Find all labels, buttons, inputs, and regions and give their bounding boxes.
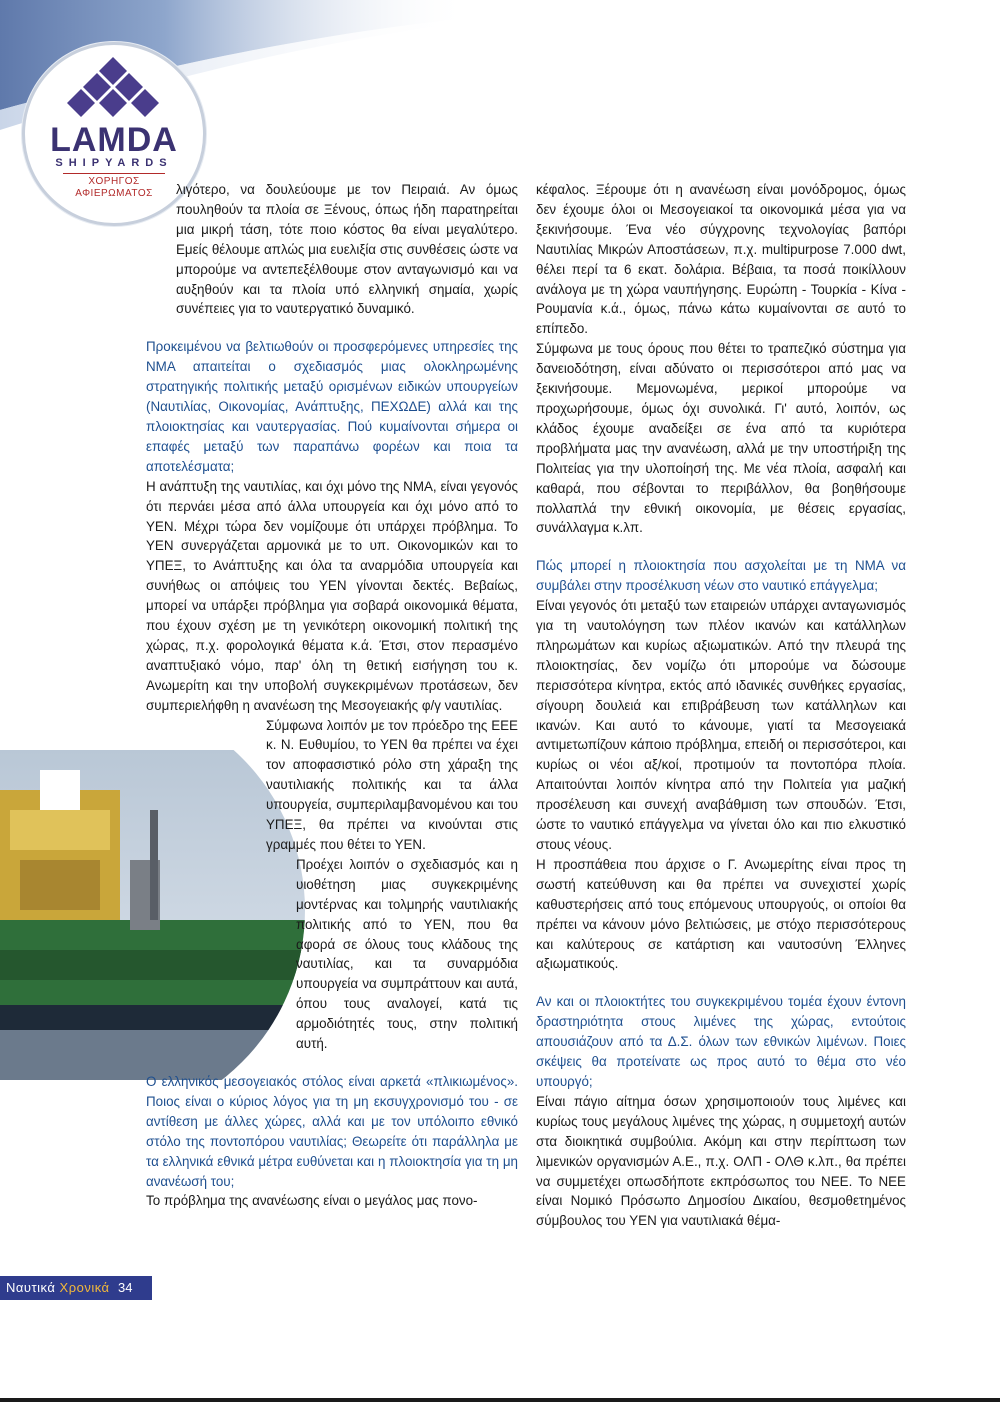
magazine-name (6, 1280, 110, 1295)
magazine-name-part2: Χρονικά (59, 1280, 110, 1295)
right-paragraph-3: Είναι γεγονός ότι μεταξύ των εταιρειών υπάρχει ανταγωνισμός για τη ναυτολόγηση των πλέον ικανών και κατάλληλων πληρωμάτων και κυρίως αξιωματικών. Από την πλευρά της πλοιοκτησίας, δεν νομίζω ότι μπορούμε να δώσουμε περισσότερα κίνητρα, εκτός από ιδανικές συνθήκες εργασίας, σίγουρη δουλειά και επιβράβευση των κατάλληλων και ικανών. Και αυτό το κάνουμε, γιατί τα Μεσογειακά αντιμετωπίζουν κάποιο πρόβλημα, επειδή οι περισσότεροι, και κυρίως οι νέοι αξ/κοί, προτιμούν τα ποντοπόρα πλοία. Απαιτούνται λοιπόν κίνητρα από την Πολιτεία για μαζική προσέλευση και συνεχή αναβάθμιση των σπουδών. Έτσι, ώστε το ναυτικό επάγγελμα να γίνεται όλο και πιο ελκυστικό στους νέους. (536, 598, 906, 852)
bottom-rule (0, 1398, 1000, 1402)
right-question-2: Αν και οι πλοιοκτήτες του συγκεκριμένου τομέα έχουν έντονη δραστηριότητα στους λιμένες της χώρας, εντούτοις απουσιάζουν από τα Δ.Σ. όλων των εθνικών λιμένων. Ποιες σκέψεις θα προτείνατε ως προς αυτό το θέμα στο νέο υπουργό; (536, 994, 906, 1089)
left-paragraph-1: λιγότερο, να δουλεύουμε με τον Πειραιά. Αν όμως πουληθούν τα πλοία σε Ξένους, όπως ήδη παρατηρείται μια μικρή τάση, τότε ποιο κόστος θα είναι μεγαλύτερο. Εμείς θέλουμε απλώς μια ευελιξία στις συνθέσεις ώστε να μπορούμε να αντεπεξέλθουμε στον ανταγωνισμό και να αυξηθούν και τα πλοία υπό ελληνική σημαία, χωρίς συνέπειες για το ναυτεργατικό δυναμικό. (176, 182, 518, 317)
left-paragraph-5: Το πρόβλημα της ανανέωσης είναι ο μεγάλος μας πονο- (146, 1193, 478, 1209)
right-question-1: Πώς μπορεί η πλοιοκτησία που ασχολείται με τη ΝΜΑ να συμβάλει στην προσέλκυση νέων στο ναυτικό επάγγελμα; (536, 558, 906, 594)
left-question-1: Προκειμένου να βελτιωθούν οι προσφερόμενες υπηρεσίες της ΝΜΑ απαιτείται ο σχεδιασμός μιας ολοκληρωμένης στρατηγικής πολιτικής μεταξύ ορισμένων ειδικών υπουργείων (Ναυτιλίας, Οικονομίας, Ανάπτυξης, ΠΕΧΩΔΕ) αλλά και της πλοιοκτησίας και ναυτεργασίας. Πού κυμαίνονται σήμερα οι επαφές μεταξύ των παραπάνω φορέων και ποια τα αποτελέσματα; (146, 339, 518, 474)
lamda-diamonds-icon (67, 55, 159, 125)
logo-sponsor-line2: ΑΦΙΕΡΩΜΑΤΟΣ (75, 188, 153, 199)
left-paragraph-4: Προέχει λοιπόν ο σχεδιασμός και η υιοθέτηση μιας συγκεκριμένης μοντέρνας και τολμηρής ναυτιλιακής πολιτικής από το ΥΕΝ, που θα αφορά σε όλους τους κλάδους της ναυτιλίας, και τα συναρμόδια υπουργεία να συμπράττουν και αυτά, όπου τους αναλογεί, κατά τις αρμοδιότητές τους, στην πολιτική αυτή. (296, 856, 518, 1052)
logo-sponsor-line1: ΧΟΡΗΓΟΣ (88, 176, 140, 187)
left-question-2: Ο ελληνικός μεσογειακός στόλος είναι αρκετά «πλικιωμένος». Ποιος είναι ο κύριος λόγος για τη μη εκσυγχρονισμό του - σε αντίθεση με άλλες χώρες, αλλά και με τον υπόλοιπο εθνικό στόλο της ποντοπόρου ναυτιλίας; Θεωρείτε ότι παράλληλα με τα ελληνικά εθνικά μέτρα ευθύνεται και η πλοιοκτησία για τη μη ανανέωσή του; (146, 1073, 518, 1189)
article-column-right (536, 180, 906, 1231)
left-paragraph-3: Σύμφωνα λοιπόν με τον πρόεδρο της ΕΕΕ κ. Ν. Ευθυμίου, το ΥΕΝ θα πρέπει να έχει τον αποφασιστικό ρόλο στη χάραξη της ναυτιλιακής πολιτικής και τα άλλα υπουργεία, συμπεριλαμβανομένου και του ΥΠΕΞ, θα πρέπει να κινούνται στις γραμμές που θέτει το ΥΕΝ. (266, 717, 518, 852)
magazine-name-part1: Ναυτικά (6, 1280, 56, 1295)
logo-name: LAMDA (50, 121, 178, 159)
logo-divider (63, 173, 165, 174)
left-paragraph-2: Η ανάπτυξη της ναυτιλίας, και όχι μόνο της ΝΜΑ, είναι γεγονός ότι περνάει μέσα από άλλα υπουργεία και όχι μόνο από το ΥΕΝ. Μέχρι τώρα δεν νομίζουμε ότι υπάρχει πρόβλημα. Το ΥΕΝ συνεργάζεται αρμονικά με το υπ. Οικονομικών και το ΥΠΕΞ, το Ανάπτυξης και όλα τα αναρμόδια υπουργεία και συνήθως οι απόψεις του ΥΕΝ γίνονται δεκτές. Βεβαίως, μπορεί να υπάρξει πρόβλημα για σοβαρά οικονομικά θέματα, που έχουν σχέση με τη γενικότερη οικονομική πολιτική της χώρας, π.χ. φορολογικά θέματα κ.ά. Έτσι, στον περασμένο αναπτυξιακό νόμο, παρ' όλη τη θετική εισήγηση του κ. Ανωμερίτη και την υποβολή συγκεκριμένων προτάσεων, δεν συμπεριελήφθη η ανανέωση της Μεσογειακής φ/γ ναυτιλίας. (146, 478, 518, 713)
right-paragraph-1: κέφαλος. Ξέρουμε ότι η ανανέωση είναι μονόδρομος, όμως δεν έχουμε όλοι οι Μεσογειακοί τα οικονομικά μέσα για να ξεκινήσουμε. Ένα νέο σύγχρονης τεχνολογίας βαπόρι Ναυτιλίας Μικρών Αποστάσεων, π.χ. multipurpose 7.000 dwt, θέλει περί τα 6 εκατ. δολάρια. Βέβαια, τα ποσά ποικίλλουν ανάλογα με τη χώρα ναυπήγησης. Ευρώπη - Τουρκία - Κίνα - Ρουμανία κ.ά., όμως, πάνω κάτω κυμαίνονται σε αυτό το επίπεδο. (536, 182, 906, 337)
page-number: 34 (118, 1280, 133, 1295)
article-column-left (146, 180, 518, 1211)
logo-subtitle: SHIPYARDS (55, 157, 173, 169)
right-paragraph-5: Είναι πάγιο αίτημα όσων χρησιμοποιούν τους λιμένες και κυρίως τους μεγάλους λιμένες της χώρας, η συμμετοχή αυτών στα διοικητικά συμβούλια. Ακόμη και στην περίπτωση των λιμενικών οργανισμών Α.Ε., π.χ. ΟΛΠ - ΟΛΘ κ.λπ., θα πρέπει να συμμετέχει οπωσδήποτε εκπρόσωπος του ΝΕΕ. Το ΝΕΕ είναι Νομικό Πρόσωπο Δημοσίου Δικαίου, θεσμοθετημένος σύμβουλος του ΥΕΝ για ναυτιλιακά θέμα- (536, 1093, 906, 1229)
right-paragraph-4: Η προσπάθεια που άρχισε ο Γ. Ανωμερίτης είναι προς τη σωστή κατεύθυνση και θα πρέπει να συνεχιστεί χωρίς καθυστερήσεις από τους επόμενους υπουργούς, οι οποίοι θα πρέπει να κάνουν μόνο βελτιώσεις, με στόχο περισσότερους και καλύτερους σε κατάρτιση και ναυτοσύνη Έλληνες αξιωματικούς. (536, 856, 906, 972)
right-paragraph-2: Σύμφωνα με τους όρους που θέτει το τραπεζικό σύστημα για δανειοδότηση, είναι αδύνατο οι περισσότεροι από μας να ξεκινήσουμε. Μεμονωμένα, μερικοί μπορούμε να προχωρήσουμε, όμως όχι συνολικά. Γι' αυτό, λοιπόν, ως κλάδος έχουμε αναδείξει σε ένα από τα κυριότερα προβλήματα μας την ανανέωση, αλλά με την υποστήριξη της Πολιτείας για την υλοποίησή της. Με νέα πλοία, ασφαλή και καθαρά, που σέβονται το περιβάλλον, θα βοηθήσουμε πολλαπλά την εθνική οικονομία, με θέσεις εργασίας, συνάλλαγμα κ.λπ. (536, 341, 906, 536)
